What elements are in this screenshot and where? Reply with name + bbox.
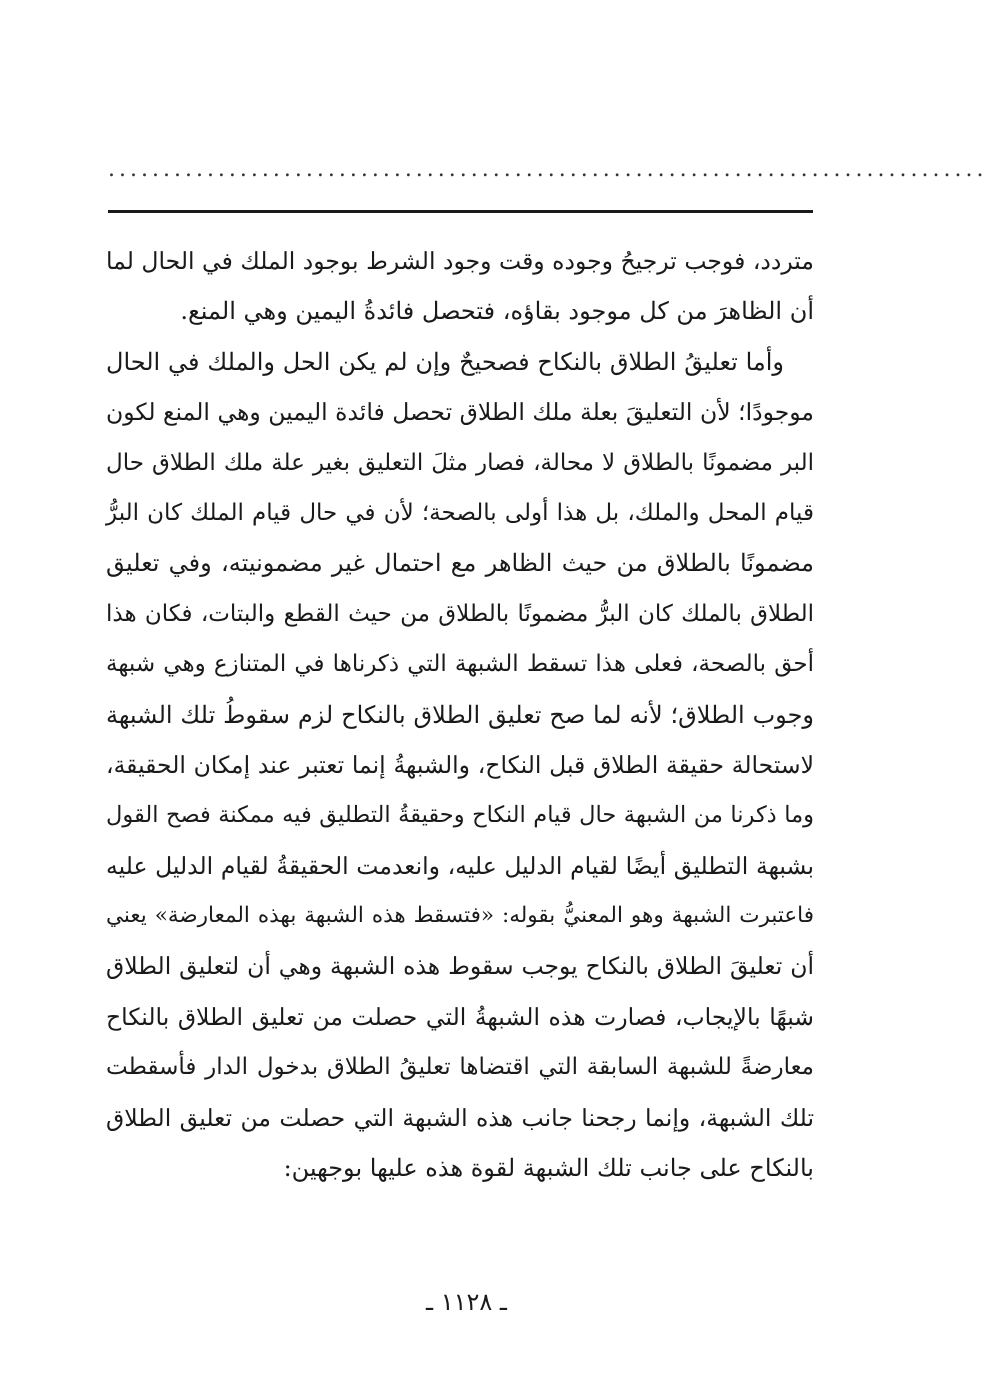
text-line: أحق بالصحة، فعلى هذا تسقط الشبهة التي ذكرناها في المتنازع وهي شبهة [106, 651, 814, 678]
text-line: أن تعليقَ الطلاق بالنكاح يوجب سقوط هذه الشبهة وهي أن لتعليق الطلاق [106, 952, 814, 981]
paragraph [106, 337, 814, 1194]
paragraph [106, 236, 814, 337]
text-line: وجوب الطلاق؛ لأنه لما صح تعليق الطلاق بالنكاح لزم سقوطُ تلك الشبهة [106, 700, 814, 729]
text-line: شبهًا بالإيجاب، فصارت هذه الشبهةُ التي حصلت من تعليق الطلاق بالنكاح [106, 1002, 814, 1031]
text-line: وما ذكرنا من الشبهة حال قيام النكاح وحقيقةُ التطليق فيه ممكنة فصح القول [106, 802, 814, 829]
text-line: مضمونًا بالطلاق من حيث الظاهر مع احتمال غير مضمونيته، وفي تعليق [106, 549, 814, 578]
main-text [106, 236, 814, 1193]
text-line: تلك الشبهة، وإنما رجحنا جانب هذه الشبهة التي حصلت من تعليق الطلاق [106, 1103, 814, 1132]
text-line: معارضةً للشبهة السابقة التي اقتضاها تعليقُ الطلاق بدخول الدار فأسقطت [106, 1054, 814, 1081]
text-line: الطلاق بالملك كان البرُّ مضمونًا بالطلاق من حيث القطع والبتات، فكان هذا [106, 600, 814, 627]
text-line: متردد، فوجب ترجيحُ وجوده وقت وجود الشرط بوجود الملك في الحال لما [106, 247, 814, 275]
dotted-separator: ................................................................................ [108, 157, 987, 182]
horizontal-rule [108, 210, 813, 213]
text-line: بشبهة التطليق أيضًا لقيام الدليل عليه، وانعدمت الحقيقةُ لقيام الدليل عليه [106, 851, 814, 880]
text-line: فاعتبرت الشبهة وهو المعنيُّ بقوله: «فتسقط هذه الشبهة بهذه المعارضة» يعني [106, 903, 814, 929]
text-line: وأما تعليقُ الطلاق بالنكاح فصحيحٌ وإن لم يكن الحل والملك في الحال [106, 347, 784, 376]
text-line: موجودًا؛ لأن التعليقَ بعلة ملك الطلاق تحصل فائدة اليمين وهي المنع لكون [106, 398, 814, 427]
text-line: أن الظاهرَ من كل موجود بقاؤه، فتحصل فائدةُ اليمين وهي المنع. [180, 297, 814, 326]
text-line: البر مضمونًا بالطلاق لا محالة، فصار مثلَ التعليق بغير علة ملك الطلاق حال [106, 449, 814, 476]
text-line: بالنكاح على جانب تلك الشبهة لقوة هذه عليها بوجهين: [283, 1154, 814, 1183]
text-line: قيام المحل والملك، بل هذا أولى بالصحة؛ لأن في حال قيام الملك كان البرُّ [106, 499, 814, 526]
text-line: لاستحالة حقيقة الطلاق قبل النكاح، والشبهةُ إنما تعتبر عند إمكان الحقيقة، [106, 750, 814, 779]
page-number: ـ ١١٢٨ ـ [426, 1288, 507, 1316]
